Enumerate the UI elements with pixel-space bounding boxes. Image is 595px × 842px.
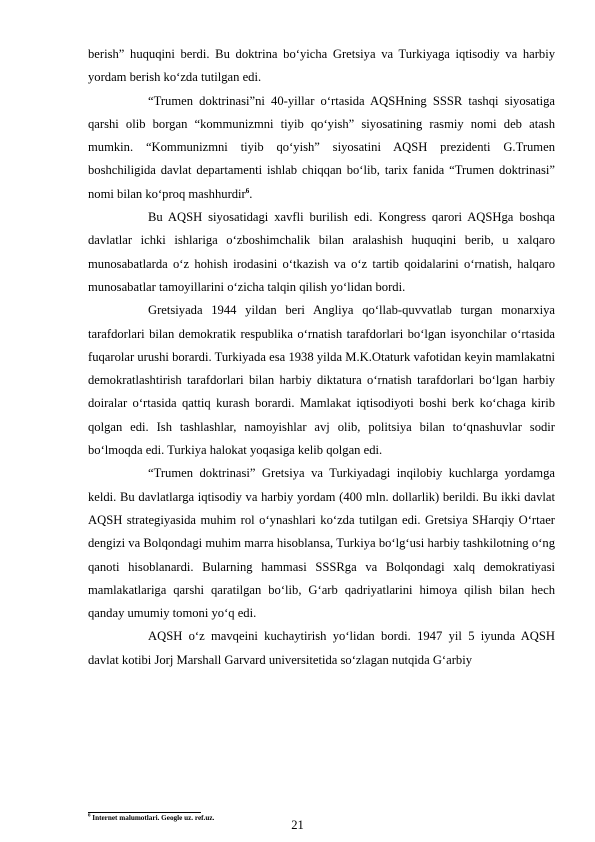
footnote-reference[interactable]: 6 [245, 186, 250, 195]
paragraph-3: Bu AQSH siyosatidagi xavfli burilish edi. Kongress qarori AQSHga boshqa davlatlar ichki ishlariga o‘zboshimchalik bilan aralashish huquqini berib, u xalqaro munosabatlarda o‘z hohish irodasini o‘tkazish va o‘z tartib qoidalarini o‘rnatish, halqaro munosabatlar tamoyillarini o‘zicha talqin qilish yo‘lidan bordi. [88, 210, 555, 294]
body-text [88, 43, 555, 672]
page-number: 21 [291, 818, 304, 832]
paragraph-6: AQSH o‘z mavqeini kuchaytirish yo‘lidan bordi. 1947 yil 5 iyunda AQSH davlat kotibi Jorj Marshall Garvard universitetida so‘zlagan nutqida G‘arbiy [88, 629, 555, 667]
footnote-marker: 6 [88, 813, 91, 819]
footnote-text: Internet malumotlari. Geogle uz. ref.uz. [90, 814, 215, 822]
paragraph-4: Gretsiyada 1944 yildan beri Angliya qo‘llab-quvvatlab turgan monarxiya tarafdorlari bilan demokratik respublika o‘rnatish tarafdorlari bo‘lgan isyonchilar o‘rtasida fuqarolar urushi borardi. Turkiyada esa 1938 yilda M.K.Otaturk vafotidan keyin mamlakatni demokratlashtirish tarafdorlari bilan harbiy diktatura o‘rnatish tarafdorlari bo‘lgan harbiy doiralar o‘rtasida qattiq kurash borardi. Mamlakat iqtisodiyoti boshi berk ko‘chaga kirib qolgan edi. Ish tashlashlar, namoyishlar avj olib, politsiya bilan to‘qnashuvlar sodir bo‘lmoqda edi. Turkiya halokat yoqasiga kelib qolgan edi. [88, 303, 555, 458]
paragraph-5: “Trumen doktrinasi” Gretsiya va Turkiyadagi inqilobiy kuchlarga yordamga keldi. Bu davlatlarga iqtisodiy va harbiy yordam (400 mln. dollarlik) berildi. Bu ikki davlat AQSH strategiyasida muhim rol o‘ynashlari ko‘zda tutilgan edi. Gretsiya SHarqiy O‘rtaer dengizi va Bolqondagi muhim marra hisoblansa, Turkiya bo‘lg‘usi harbiy tashkilotning o‘ng qanoti hisoblanardi. Bularning hammasi SSSRga va Bolqondagi xalq demokratiyasi mamlakatlariga qarshi qaratilgan bo‘lib, G‘arb qadriyatlarini himoya qilish bilan hech qanday umumiy tomoni yo‘q edi. [88, 466, 555, 621]
paragraph-1: berish” huquqini berdi. Bu doktrina bo‘yicha Gretsiya va Turkiyaga iqtisodiy va harbiy yordam berish ko‘zda tutilgan edi. [88, 47, 555, 85]
footnote-separator [88, 812, 201, 813]
paragraph-2: “Trumen doktrinasi”ni 40-yillar o‘rtasida AQSHning SSSR tashqi siyosatiga qarshi olib borgan “kommunizmni tiyib qo‘yish” siyosatining rasmiy nomi deb atash mumkin. “Kommunizmni tiyib qo‘yish” siyosatini AQSH prezidenti G.Trumen boshchiligida davlat departamenti ishlab chiqqan bo‘lib, tarix fanida “Trumen doktrinasi” nomi bilan ko‘proq mashhurdir$^6$. [88, 93, 555, 201]
